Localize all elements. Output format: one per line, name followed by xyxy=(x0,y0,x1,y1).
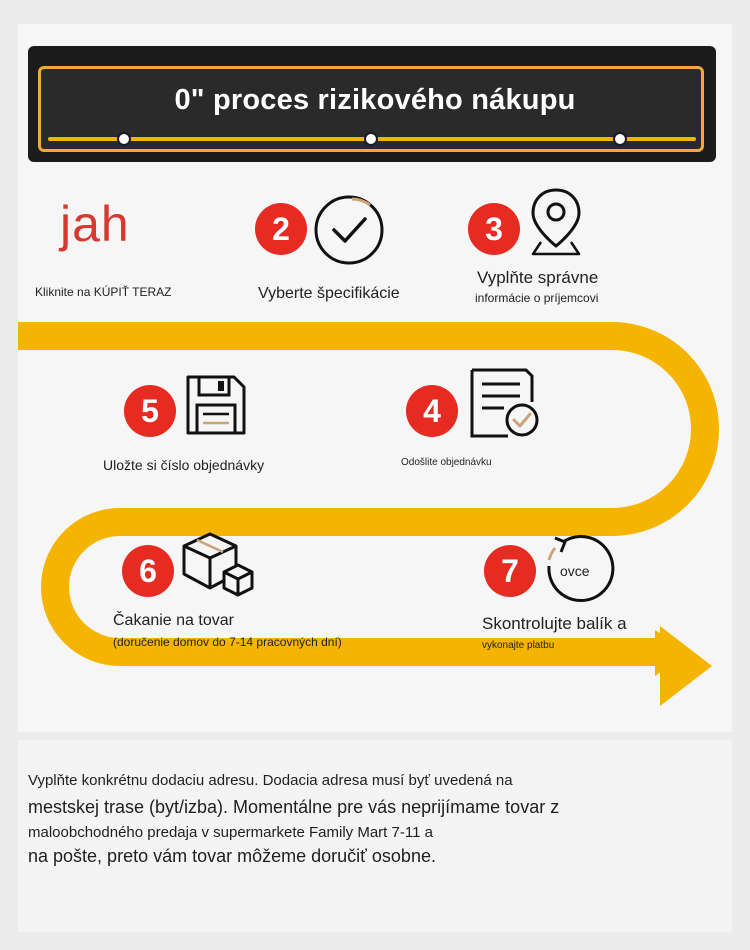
step-5-label: Uložte si číslo objednávky xyxy=(103,457,265,473)
step-7-sublabel: vykonajte platbu xyxy=(482,640,555,651)
step-4-label: Odošlite objednávku xyxy=(401,457,492,468)
banner-timeline-dot xyxy=(117,132,131,146)
step-6-sublabel: (doručenie domov do 7-14 pracovných dní) xyxy=(113,635,342,649)
step-3-number: 3 xyxy=(468,203,520,255)
step-7-number: 7 xyxy=(484,545,536,597)
step-2-label: Vyberte špecifikácie xyxy=(258,285,400,302)
notice-line-3: maloobchodného predaja v supermarkete Family Mart 7-11 a xyxy=(28,824,433,841)
step-1-label: Kliknite na KÚPIŤ TERAZ xyxy=(35,285,172,299)
banner-timeline-dot xyxy=(613,132,627,146)
document-check-icon xyxy=(466,366,544,440)
step-3-sublabel: informácie o príjemcovi xyxy=(475,291,599,305)
step-6-label: Čakanie na tovar xyxy=(113,612,234,629)
step-5-number: 5 xyxy=(124,385,176,437)
step-3-label: Vyplňte správne xyxy=(477,268,599,287)
notice-line-1: Vyplňte konkrétnu dodaciu adresu. Dodacia adresa musí byť uvedená na xyxy=(28,772,513,789)
notice-line-2: mestskej trase (byt/izba). Momentálne pre vás neprijímame tovar z xyxy=(28,797,560,817)
step-7-label: Skontrolujte balík a xyxy=(482,614,627,633)
check-circle-icon xyxy=(312,193,386,267)
step-2-number: 2 xyxy=(255,203,307,255)
step-1-badge: jah xyxy=(60,196,130,252)
boxes-icon xyxy=(180,528,258,600)
banner-timeline-dot xyxy=(364,132,378,146)
step-7-icon-text: ovce xyxy=(560,563,590,579)
step-6-number: 6 xyxy=(122,545,174,597)
floppy-disk-icon xyxy=(184,373,248,437)
notice-line-4: na pošte, preto vám tovar môžeme doručiť osobne. xyxy=(28,846,436,866)
page-title: 0" proces rizikového nákupu xyxy=(174,84,576,116)
location-pin-icon xyxy=(527,186,585,258)
step-4-number: 4 xyxy=(406,385,458,437)
